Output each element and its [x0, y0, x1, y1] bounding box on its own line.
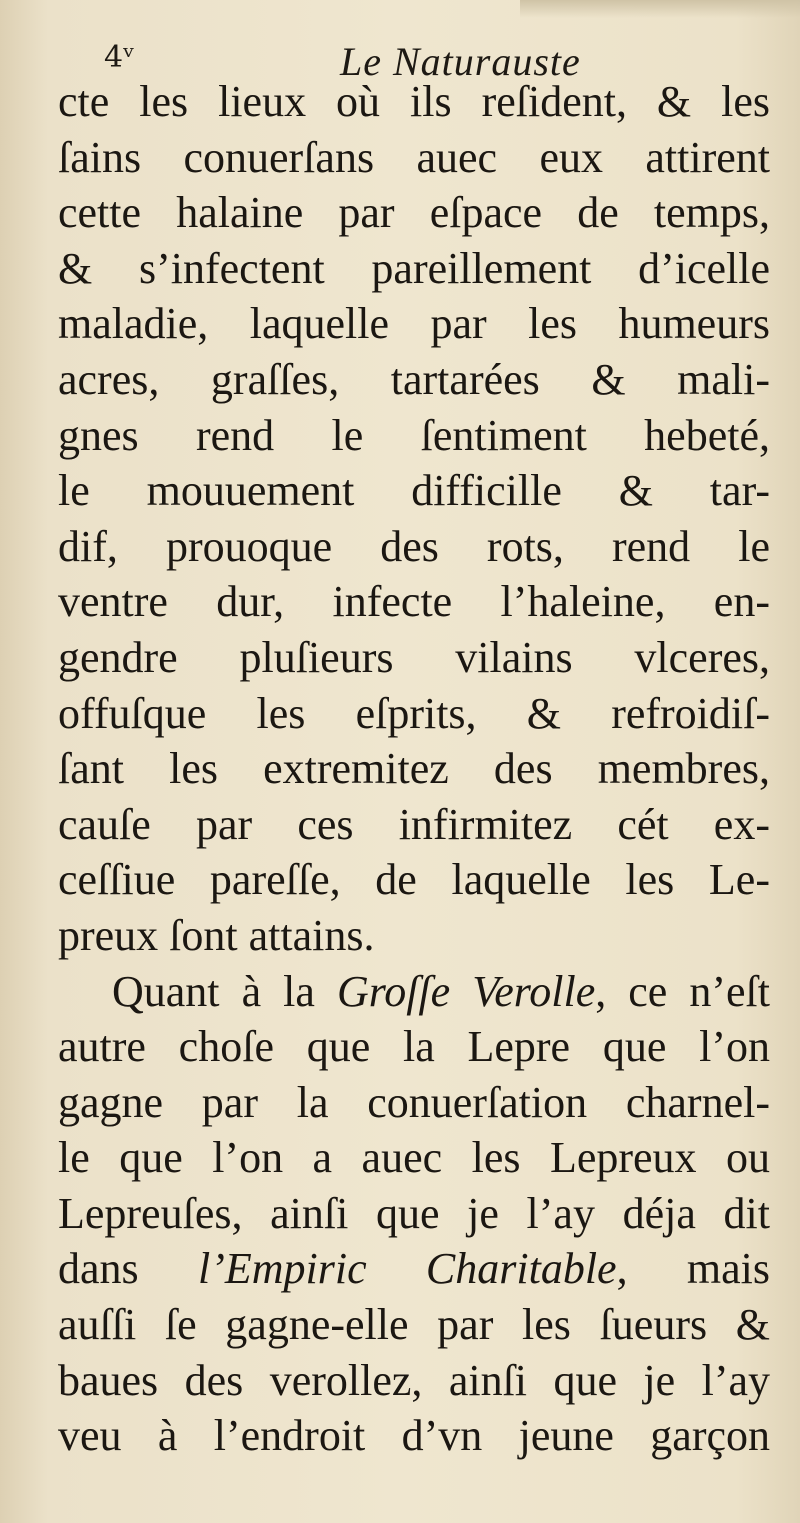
- text-line: [58, 1241, 770, 1297]
- text-line: ſant les extremitez des membres,: [58, 744, 770, 794]
- text-line: gagne par la conuerſation charnel-: [58, 1077, 770, 1127]
- text-line: auſſi ſe gagne-elle par les ſueurs &: [58, 1300, 770, 1350]
- italic-title: l’Empiric Charitable: [197, 1244, 617, 1294]
- text-line: veu à l’endroit d’vn jeune garçon: [58, 1411, 770, 1461]
- text-line: dif, prouoque des rots, rend le: [58, 521, 770, 571]
- text-line: acres, graſſes, tartarées & mali-: [58, 354, 770, 404]
- text-line: cauſe par ces infirmitez cét ex-: [58, 799, 770, 849]
- text-line: Lepreuſes, ainſi que je l’ay déja dit: [58, 1188, 770, 1238]
- text-line: maladie, laquelle par les humeurs: [58, 299, 770, 349]
- text-run: , mais: [616, 1244, 771, 1294]
- text-line: ventre dur, infecte l’haleine, en-: [58, 577, 770, 627]
- body-text: [58, 74, 770, 1464]
- text-line: le mouuement difficille & tar-: [58, 466, 770, 516]
- text-line: preux ſont attains.: [58, 910, 375, 960]
- paragraph-2: [58, 964, 770, 1464]
- text-line: cette halaine par eſpace de temps,: [58, 188, 770, 238]
- text-run: dans: [58, 1244, 198, 1294]
- text-line: offuſque les eſprits, & refroidiſ-: [58, 688, 770, 738]
- paragraph-1: [58, 74, 770, 964]
- text-line: autre choſe que la Lepre que l’on: [58, 1022, 770, 1072]
- text-line: [58, 964, 770, 1020]
- text-line: cte les lieux où ils reſident, & les: [58, 77, 770, 126]
- text-run: Quant à la: [112, 966, 337, 1016]
- text-line: gendre pluſieurs vilains vlceres,: [58, 632, 770, 682]
- text-line: gnes rend le ſentiment hebeté,: [58, 410, 770, 460]
- text-line: baues des verollez, ainſi que je l’ay: [58, 1355, 770, 1405]
- text-line: ceſſiue pareſſe, de laquelle les Le-: [58, 855, 770, 905]
- text-run: , ce n’eſt: [595, 966, 770, 1016]
- page-number: 4ᵛ: [104, 40, 135, 75]
- text-line: le que l’on a auec les Lepreux ou: [58, 1133, 770, 1183]
- running-title: Le Naturauste: [340, 39, 581, 84]
- italic-term: Groſſe Verolle: [336, 966, 596, 1016]
- page-edge-shadow: [520, 0, 800, 18]
- text-line: & s’infectent pareillement d’icelle: [58, 243, 770, 293]
- text-line: ſains conuerſans auec eux attirent: [58, 132, 770, 182]
